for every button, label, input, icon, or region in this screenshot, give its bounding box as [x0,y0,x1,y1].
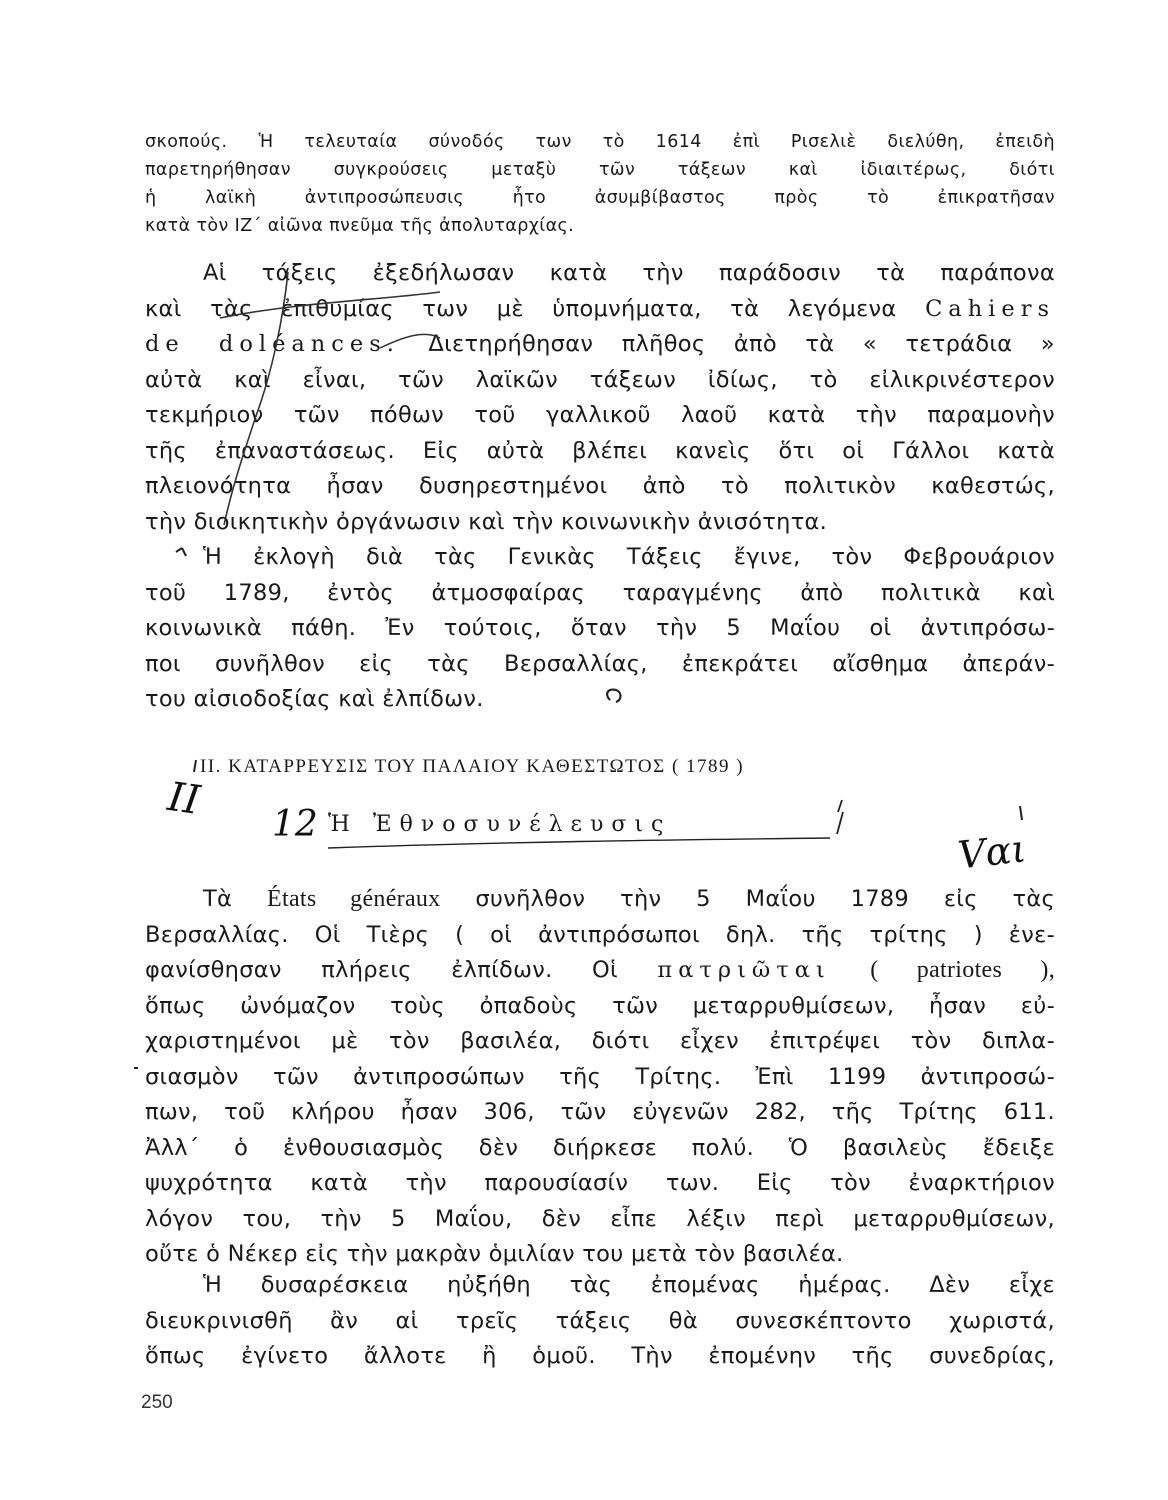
pencil-stroke-curl [380,334,440,348]
section-heading: II. ΚΑΤΑΡΡΕΥΣΙΣ ΤΟΥ ΠΑΛΑΙΟΥ ΚΑΘΕΣΤΩΤΟΣ ( 1789 ) [200,756,745,777]
text-line: Βερσαλλίας. Οἱ Τιὲρς ( οἱ ἀντιπρόσωποι δηλ. τῆς τρίτης ) ἐνε- [145,921,1055,948]
text-line: ψυχρότητα κατὰ τὴν παρουσίασίν των. Εἰς τὸν ἐναρκτήριον [145,1170,1055,1196]
text-line: ποι συνῆλθον εἰς τὰς Βερσαλλίας, ἐπεκράτει αἴσθημα ἀπεράν- [145,650,1055,677]
text-line: Ἀλλ΄ ὁ ἐνθουσιασμὸς δὲν διήρκεσε πολύ. Ὁ βασιλεὺς ἔδειξε [145,1134,1055,1161]
text-line: κατὰ τὸν ΙΖ΄ αἰῶνα πνεῦμα τῆς ἀπολυταρχίας. [145,216,575,236]
text-line: Αἱ τάξεις ἐξεδήλωσαν κατὰ τὴν παράδοσιν τὰ παράπονα [203,260,1055,286]
pencil-mark-paragraph [176,548,186,556]
handwritten-side-word: Vαι [955,826,1029,878]
handwritten-margin-mark: II [164,774,203,824]
french-term: États généraux [267,886,441,912]
text-fragment: συνῆλθον τὴν 5 Μαΐου 1789 εἰς τὰς [475,886,1055,912]
text-line: τὴν διοικητικὴν ὀργάνωσιν καὶ τὴν κοινωνικὴν ἀνισότητα. [145,508,828,535]
text-line: ὅπως ἐγίνετο ἄλλοτε ἢ ὁμοῦ. Τὴν ἐπομένην τῆς συνεδρίας, [145,1343,1055,1369]
pencil-mark-excl [1020,806,1022,820]
text-line: ὅπως ὠνόμαζον τοὺς ὀπαδοὺς τῶν μεταρρυθμίσεων, ἦσαν εὐ- [145,992,1055,1019]
text-fragment: φανίσθησαν πλήρεις ἐλπίδων. Οἱ [145,957,618,983]
page-number: 250 [141,1392,173,1413]
pencil-stroke-cross [220,292,440,318]
pencil-stroke-vertical [224,272,288,525]
pencil-slash [837,800,843,834]
french-term: ( patriotes ), [870,957,1055,983]
text-fragment: Διετηρήθησαν πλῆθος ἀπὸ τὰ « τετράδια » [428,331,1055,357]
text-line: Ἡ δυσαρέσκεια ηὐξήθη τὰς ἐπομένας ἡμέρας. Δὲν εἶχε [203,1272,1055,1298]
pencil-underline [328,838,830,848]
pencil-mark-hook [607,690,620,702]
spaced-term: πατριῶται [657,957,831,983]
text-line: σιασμὸν τῶν ἀντιπροσώπων τῆς Τρίτης. Ἐπὶ 1199 ἀντιπροσώ- [145,1063,1055,1090]
text-line: αὐτὰ καὶ εἶναι, τῶν λαϊκῶν τάξεων ἰδίως, τὸ εἰλικρινέστερον [145,366,1055,393]
text-line: παρετηρήθησαν συγκρούσεις μεταξὺ τῶν τάξεων καὶ ἰδιαιτέρως, διότι [145,160,1055,180]
french-term: de doléances. [145,331,400,357]
text-line: τῆς ἐπαναστάσεως. Εἰς αὐτὰ βλέπει κανεὶς ὅτι οἱ Γάλλοι κατὰ [145,437,1055,464]
handwritten-number-mark: 12 [272,804,318,845]
text-line: σκοπούς. Ἡ τελευταία σύνοδός των τὸ 1614 ἐπὶ Ρισελιὲ διελύθη, ἐπειδὴ [145,132,1055,152]
french-term: Cahiers [925,295,1055,322]
text-line: χαριστημένοι μὲ τὸν βασιλέα, διότι εἶχεν ἐπιτρέψει τὸν διπλα- [145,1028,1055,1054]
text-line: λόγον του, τὴν 5 Μαΐου, δὲν εἶπε λέξιν περὶ μεταρρυθμίσεων, [145,1205,1055,1232]
text-line: τεκμήριον τῶν πόθων τοῦ γαλλικοῦ λαοῦ κατὰ τὴν παραμονὴν [145,402,1055,428]
text-line: ἡ λαϊκὴ ἀντιπροσώπευσις ἦτο ἀσυμβίβαστος πρὸς τὸ ἐπικρατῆσαν [145,188,1055,208]
text-line: Ἡ ἐκλογὴ διὰ τὰς Γενικὰς Τάξεις ἔγινε, τὸν Φεβρουάριον [203,544,1055,570]
text-line: του αἰσιοδοξίας καὶ ἐλπίδων. [145,686,484,712]
pencil-mark-tick [194,760,196,772]
text-line: πλειονότητα ἦσαν δυσηρεστημένοι ἀπὸ τὸ πολιτικὸν καθεστώς, [145,473,1055,499]
subheading: Ἡ Ἐθνοσυνέλευσις [328,812,672,837]
text-fragment: Τὰ [203,886,233,912]
text-line: πων, τοῦ κλήρου ἦσαν 306, τῶν εὐγενῶν 282, τῆς Τρίτης 611. [145,1099,1055,1125]
text-line: κοινωνικὰ πάθη. Ἐν τούτοις, ὅταν τὴν 5 Μαΐου οἱ ἀντιπρόσω- [145,615,1055,641]
text-fragment: καὶ τὰς ἐπιθυμίας των μὲ ὑπομνήματα, τὰ λεγόμενα [145,295,897,322]
text-line: τοῦ 1789, ἐντὸς ἀτμοσφαίρας ταραγμένης ἀπὸ πολιτικὰ καὶ [145,579,1055,606]
text-line: οὔτε ὁ Νέκερ εἰς τὴν μακρὰν ὁμιλίαν του μετὰ τὸν βασιλέα. [145,1241,844,1267]
text-line: διευκρινισθῆ ἂν αἱ τρεῖς τάξεις θὰ συνεσκέπτοντο χωριστά, [145,1307,1055,1334]
